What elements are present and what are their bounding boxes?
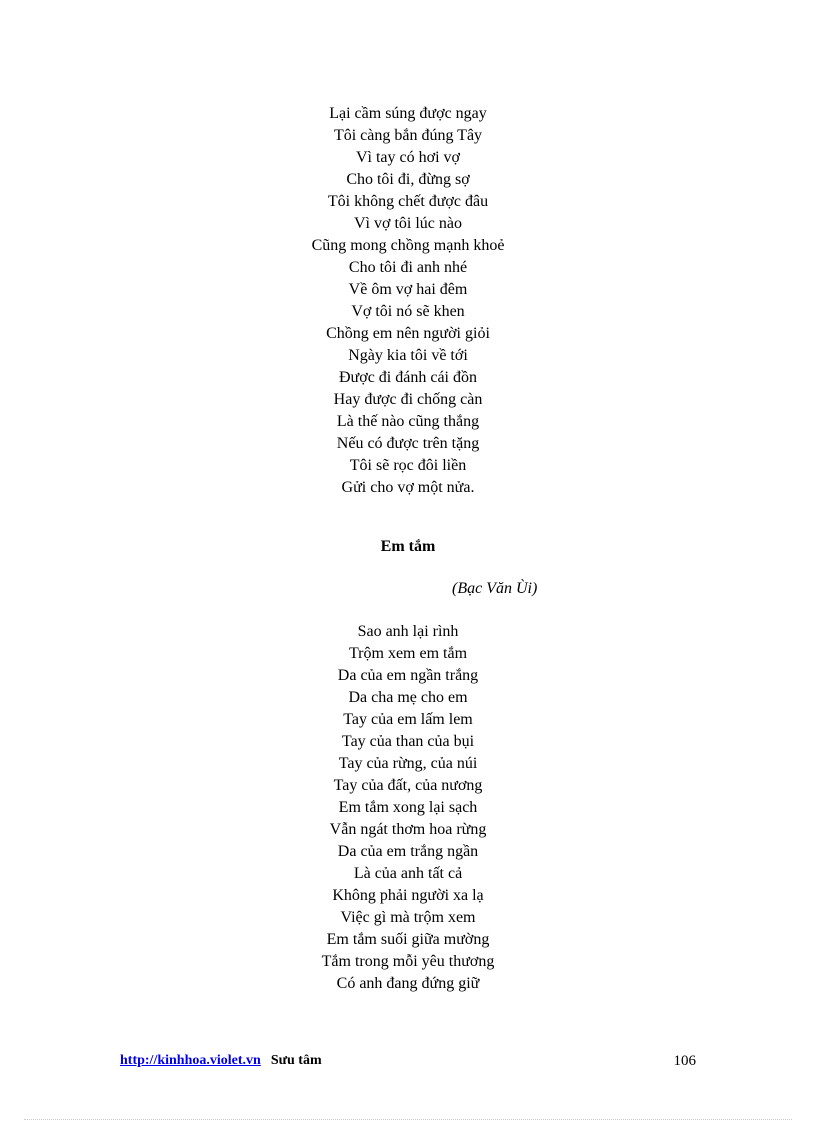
poem-line: Ngày kia tôi về tới <box>348 347 468 364</box>
poem-line: Tay của than của bụi <box>341 733 475 750</box>
poem-line: Hay được đi chống càn <box>333 391 483 408</box>
poem-line: Da của em ngần trắng <box>337 667 479 684</box>
source-link[interactable]: http://kinhhoa.violet.vn <box>120 1053 261 1068</box>
poem-line: Vì vợ tôi lúc nào <box>354 215 462 232</box>
poem-line: Về ôm vợ hai đêm <box>348 281 468 298</box>
poem-line: Tôi sẽ rọc đôi liền <box>349 457 467 474</box>
poem-line: Tay của đất, của nương <box>333 777 483 794</box>
poem-line: Trộm xem em tắm <box>348 645 468 662</box>
poem-line: Việc gì mà trộm xem <box>340 909 476 926</box>
poem-continuation <box>0 103 816 499</box>
poem-line: Sao anh lại rình <box>357 623 459 640</box>
poem-line: Cho tôi đi anh nhé <box>348 259 468 276</box>
poem-em-tam <box>0 621 816 995</box>
poem-line: Da cha mẹ cho em <box>348 689 468 706</box>
poem-line: Cũng mong chồng mạnh khoẻ <box>311 237 505 254</box>
poem-line: Vì tay có hơi vợ <box>355 149 460 166</box>
poem-line: Chồng em nên người giỏi <box>326 325 490 342</box>
poem-line: Không phải người xa lạ <box>332 887 484 904</box>
page-number: 106 <box>673 1053 696 1069</box>
poem-line: Vợ tôi nó sẽ khen <box>351 303 465 320</box>
poem-line: Tay của em lấm lem <box>343 711 473 728</box>
poem-line: Tôi càng bắn đúng Tây <box>333 127 483 144</box>
poem-line: Là của anh tất cả <box>353 865 463 882</box>
poem-line: Lại cầm súng được ngay <box>329 105 487 122</box>
poem-line: Gửi cho vợ một nửa. <box>341 479 475 496</box>
poem-line: Tắm trong mỗi yêu thương <box>321 953 495 970</box>
poem-line: Tay của rừng, của núi <box>338 755 478 772</box>
poem-line: Vẫn ngát thơm hoa rừng <box>329 821 487 838</box>
page-footer <box>120 1053 696 1069</box>
poem-line: Có anh đang đứng giữ <box>336 975 480 992</box>
poem-title: Em tắm <box>380 538 436 555</box>
poem-line: Tôi không chết được đâu <box>327 193 489 210</box>
poem-author: (Bạc Văn Ùi) <box>452 580 538 597</box>
poem-line: Da của em trắng ngần <box>337 843 479 860</box>
page-bottom-divider <box>24 1119 792 1120</box>
poem-line: Em tắm suối giữa mường <box>326 931 490 948</box>
poem-line: Nếu có được trên tặng <box>336 435 480 452</box>
credit-text: Sưu tâm <box>270 1053 322 1068</box>
poem-line: Cho tôi đi, đừng sợ <box>346 171 470 188</box>
poem-line: Em tắm xong lại sạch <box>338 799 478 816</box>
poem-line: Được đi đánh cái đồn <box>339 369 477 386</box>
poem-line: Là thế nào cũng thắng <box>336 413 480 430</box>
